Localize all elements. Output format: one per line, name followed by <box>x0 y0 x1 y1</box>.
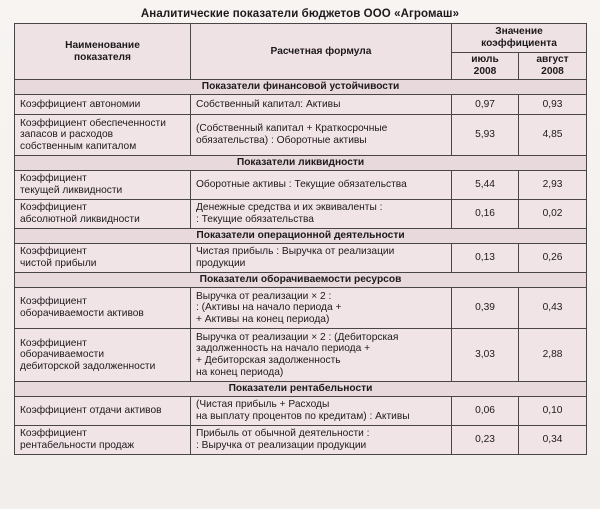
indicator-name: Коэффициент чистой прибыли <box>15 244 191 273</box>
section-header: Показатели финансовой устойчивости <box>15 80 587 95</box>
value-august: 0,34 <box>519 426 587 455</box>
indicator-name: Коэффициент рентабельности продаж <box>15 426 191 455</box>
table-header <box>15 24 587 80</box>
indicator-formula: (Чистая прибыль + Расходы на выплату процентов по кредитам) : Активы <box>191 397 452 426</box>
indicator-formula: Прибыль от обычной деятельности : : Выручка от реализации продукции <box>191 426 452 455</box>
value-august: 2,93 <box>519 171 587 200</box>
value-july: 0,16 <box>452 200 519 229</box>
indicator-formula: Выручка от реализации × 2 : (Дебиторская задолженность на начало периода + + Дебиторская задолженность на конец периода) <box>191 329 452 382</box>
value-august: 0,02 <box>519 200 587 229</box>
section-header: Показатели операционной деятельности <box>15 229 587 244</box>
table-row <box>15 288 587 329</box>
table-row <box>15 397 587 426</box>
section-header: Показатели ликвидности <box>15 156 587 171</box>
value-august: 0,43 <box>519 288 587 329</box>
value-july: 3,03 <box>452 329 519 382</box>
value-july: 0,97 <box>452 95 519 115</box>
table-row <box>15 171 587 200</box>
header-indicator-name: Наименование показателя <box>15 24 191 80</box>
section-header: Показатели оборачиваемости ресурсов <box>15 273 587 288</box>
indicator-name: Коэффициент автономии <box>15 95 191 115</box>
indicator-formula: Денежные средства и их эквиваленты : : Текущие обязательства <box>191 200 452 229</box>
value-august: 0,10 <box>519 397 587 426</box>
indicator-formula: (Собственный капитал + Краткосрочные обязательства) : Оборотные активы <box>191 115 452 156</box>
value-august: 2,88 <box>519 329 587 382</box>
indicator-formula: Чистая прибыль : Выручка от реализации продукции <box>191 244 452 273</box>
indicator-name: Коэффициент текущей ликвидности <box>15 171 191 200</box>
table-row <box>15 115 587 156</box>
value-july: 0,13 <box>452 244 519 273</box>
table-row <box>15 95 587 115</box>
indicator-name: Коэффициент оборачиваемости дебиторской задолженности <box>15 329 191 382</box>
value-august: 0,26 <box>519 244 587 273</box>
indicator-formula: Оборотные активы : Текущие обязательства <box>191 171 452 200</box>
value-july: 0,23 <box>452 426 519 455</box>
value-july: 0,39 <box>452 288 519 329</box>
value-august: 4,85 <box>519 115 587 156</box>
table-row <box>15 200 587 229</box>
table-title: Аналитические показатели бюджетов ООО «Агромаш» <box>140 8 460 20</box>
indicator-formula: Собственный капитал: Активы <box>191 95 452 115</box>
table-row <box>15 426 587 455</box>
indicator-name: Коэффициент абсолютной ликвидности <box>15 200 191 229</box>
value-july: 5,93 <box>452 115 519 156</box>
section-header: Показатели рентабельности <box>15 382 587 397</box>
table-row <box>15 244 587 273</box>
header-july-2008: июль 2008 <box>452 53 519 80</box>
header-formula: Расчетная формула <box>191 24 452 80</box>
header-coefficient-value: Значение коэффициента <box>452 24 587 53</box>
indicator-name: Коэффициент обеспеченности запасов и расходов собственным капиталом <box>15 115 191 156</box>
indicator-formula: Выручка от реализации × 2 : : (Активы на начало периода + + Активы на конец периода) <box>191 288 452 329</box>
indicator-name: Коэффициент отдачи активов <box>15 397 191 426</box>
value-august: 0,93 <box>519 95 587 115</box>
budget-indicators-table <box>14 23 587 455</box>
header-august-2008: август 2008 <box>519 53 587 80</box>
indicator-name: Коэффициент оборачиваемости активов <box>15 288 191 329</box>
value-july: 5,44 <box>452 171 519 200</box>
value-july: 0,06 <box>452 397 519 426</box>
table-body <box>15 80 587 455</box>
table-row <box>15 329 587 382</box>
